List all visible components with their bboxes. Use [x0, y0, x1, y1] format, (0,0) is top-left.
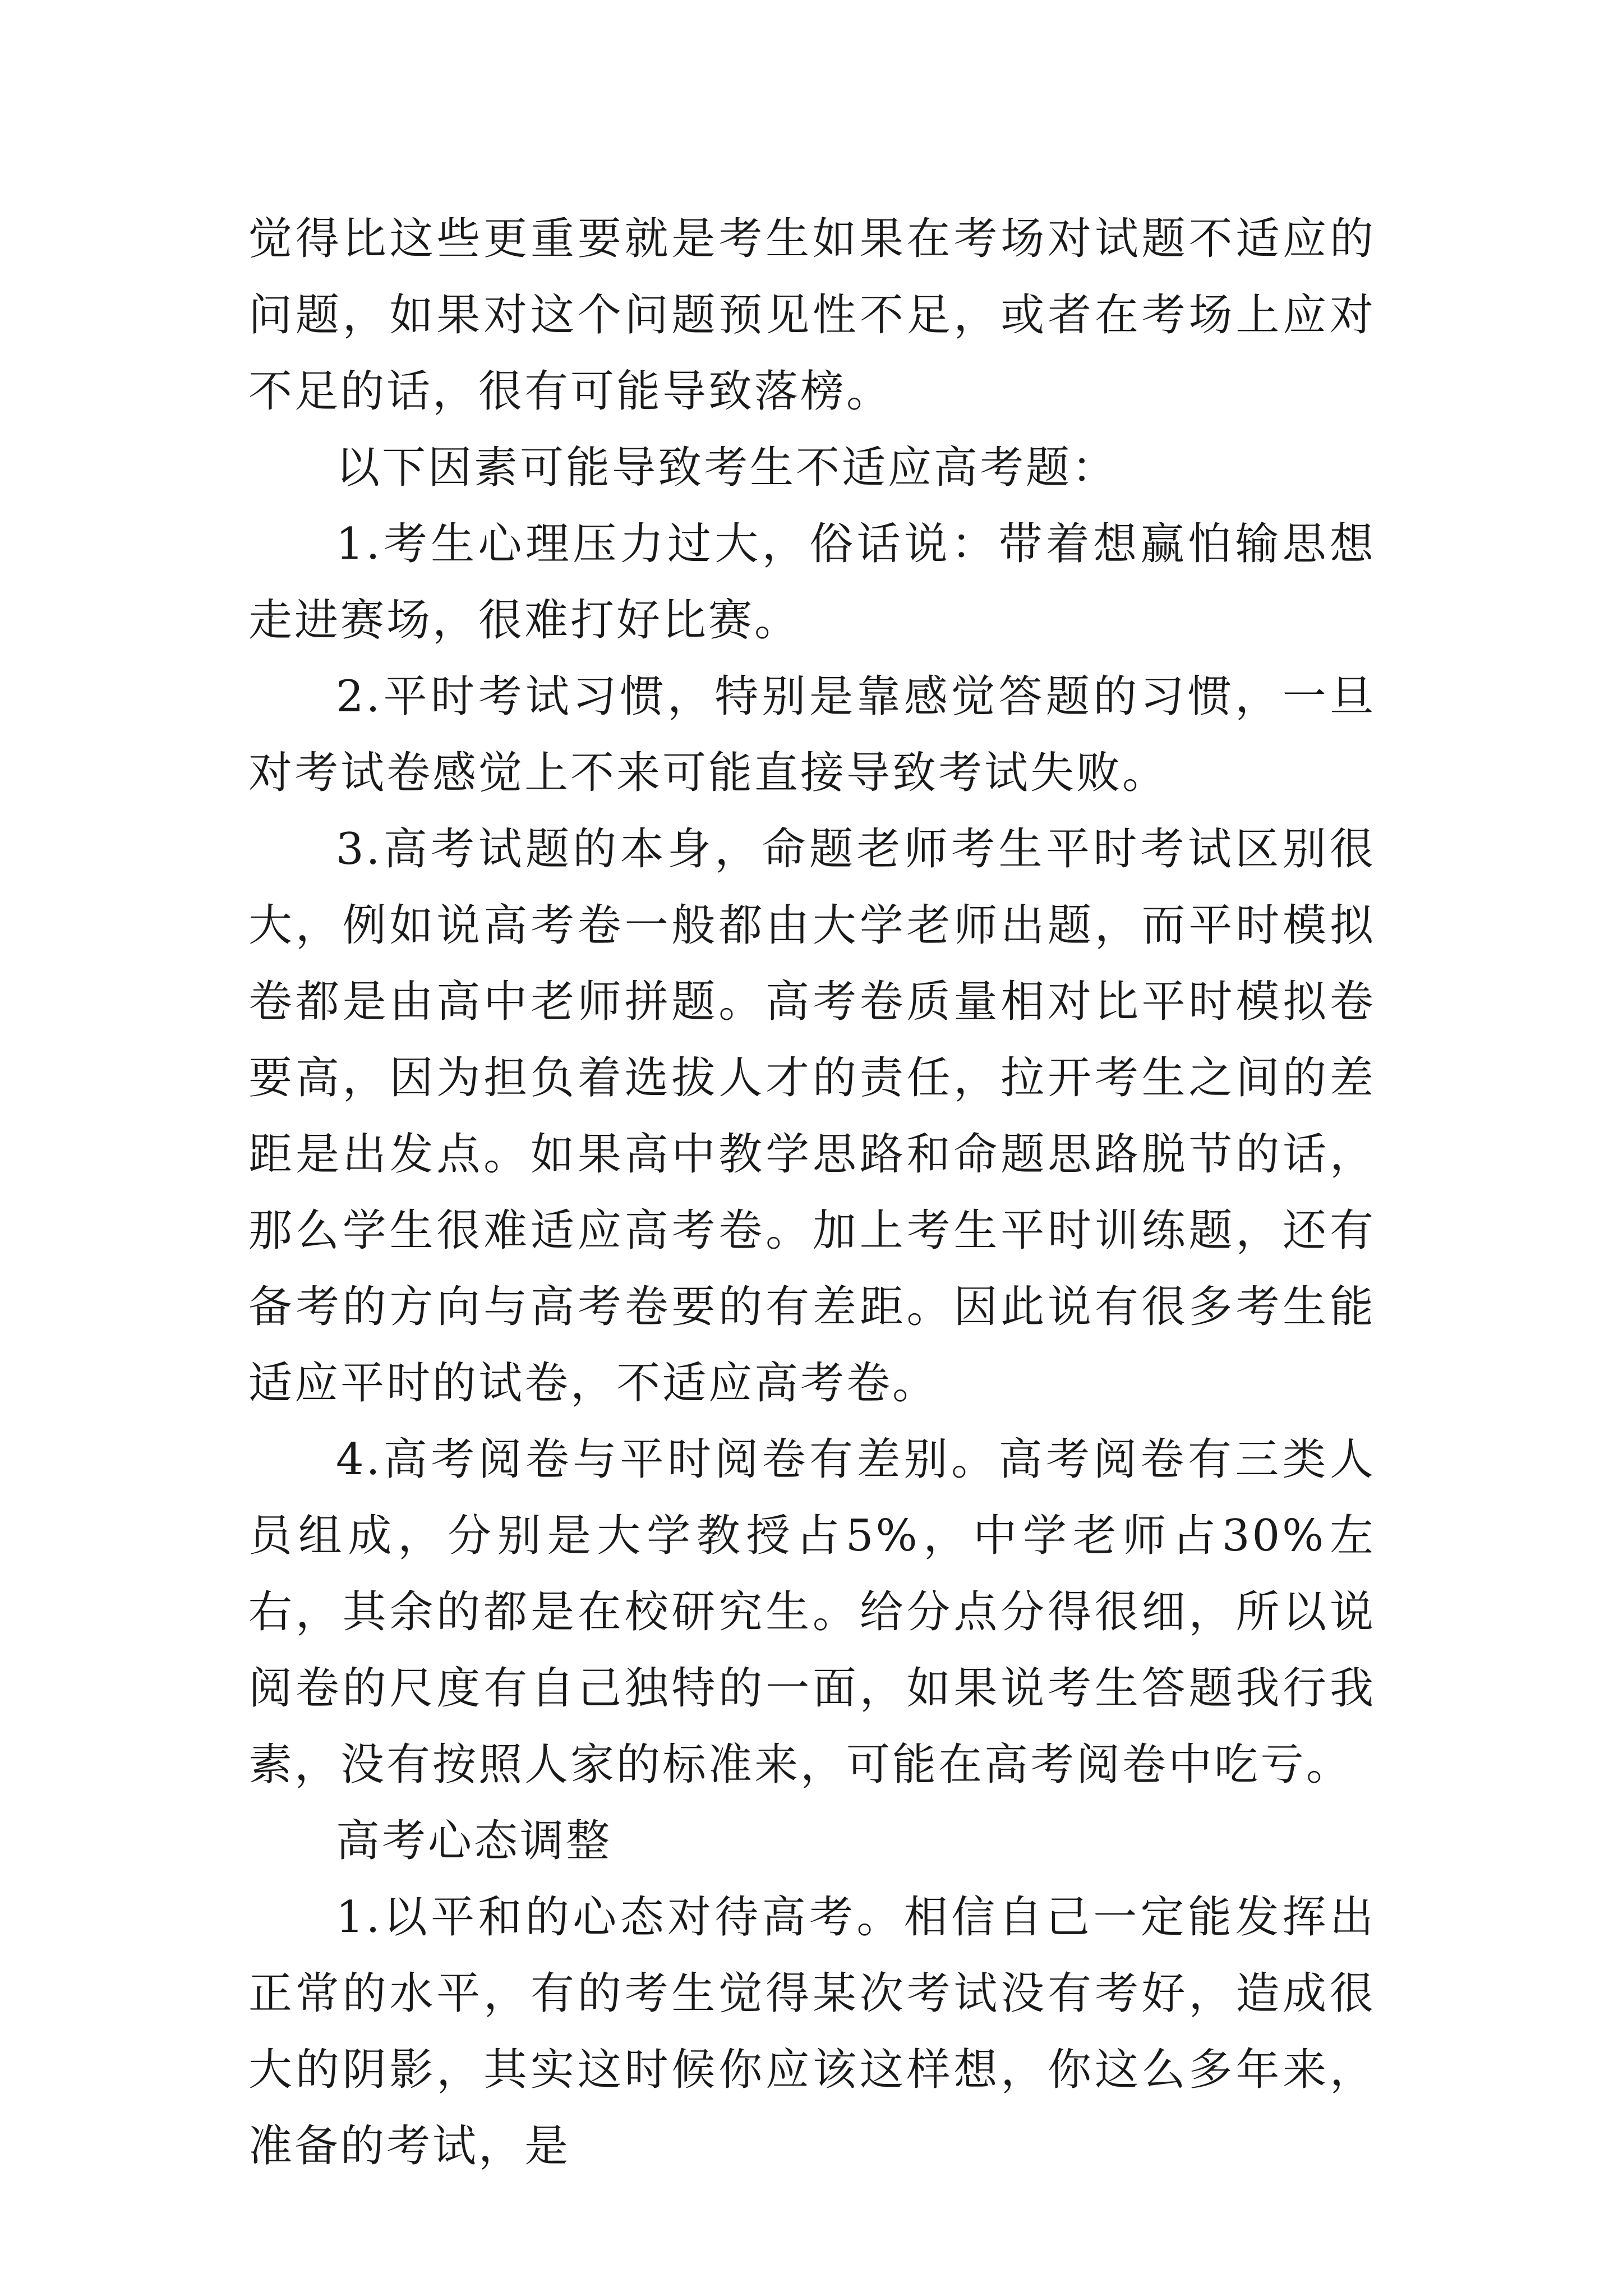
paragraph-factor-4: 4.高考阅卷与平时阅卷有差别。高考阅卷有三类人员组成，分别是大学教授占5%，中学老师占30%左右，其余的都是在校研究生。给分点分得很细，所以说阅卷的尺度有自己独特的一面，如果说考生答题我行我素，没有按照人家的标准来，可能在高考阅卷中吃亏。	[248, 1434, 1376, 1790]
body-text	[248, 201, 1376, 2184]
paragraph-factor-2: 2.平时考试习惯，特别是靠感觉答题的习惯，一旦对考试卷感觉上不来可能直接导致考试失败。	[248, 671, 1376, 798]
paragraph-continuation: 觉得比这些更重要就是考生如果在考场对试题不适应的问题，如果对这个问题预见性不足，或者在考场上应对不足的话，很有可能导致落榜。	[248, 214, 1376, 417]
section-heading-mindset: 高考心态调整	[336, 1816, 612, 1866]
paragraph-factor-3: 3.高考试题的本身，命题老师考生平时考试区别很大，例如说高考卷一般都由大学老师出题，而平时模拟卷都是由高中老师拼题。高考卷质量相对比平时模拟卷要高，因为担负着选拔人才的责任，拉开考生之间的差距是出发点。如果高中教学思路和命题思路脱节的话，那么学生很难适应高考卷。加上考生平时训练题，还有备考的方向与高考卷要的有差距。因此说有很多考生能适应平时的试卷，不适应高考卷。	[248, 824, 1376, 1409]
paragraph-factor-1: 1.考生心理压力过大，俗话说：带着想赢怕输思想走进赛场，很难打好比赛。	[248, 519, 1376, 646]
paragraph-mindset-1: 1.以平和的心态对待高考。相信自己一定能发挥出正常的水平，有的考生觉得某次考试没有考好，造成很大的阴影，其实这时候你应该这样想，你这么多年来，准备的考试，是	[248, 1892, 1376, 2171]
paragraph-factors-intro: 以下因素可能导致考生不适应高考题：	[336, 443, 1118, 493]
